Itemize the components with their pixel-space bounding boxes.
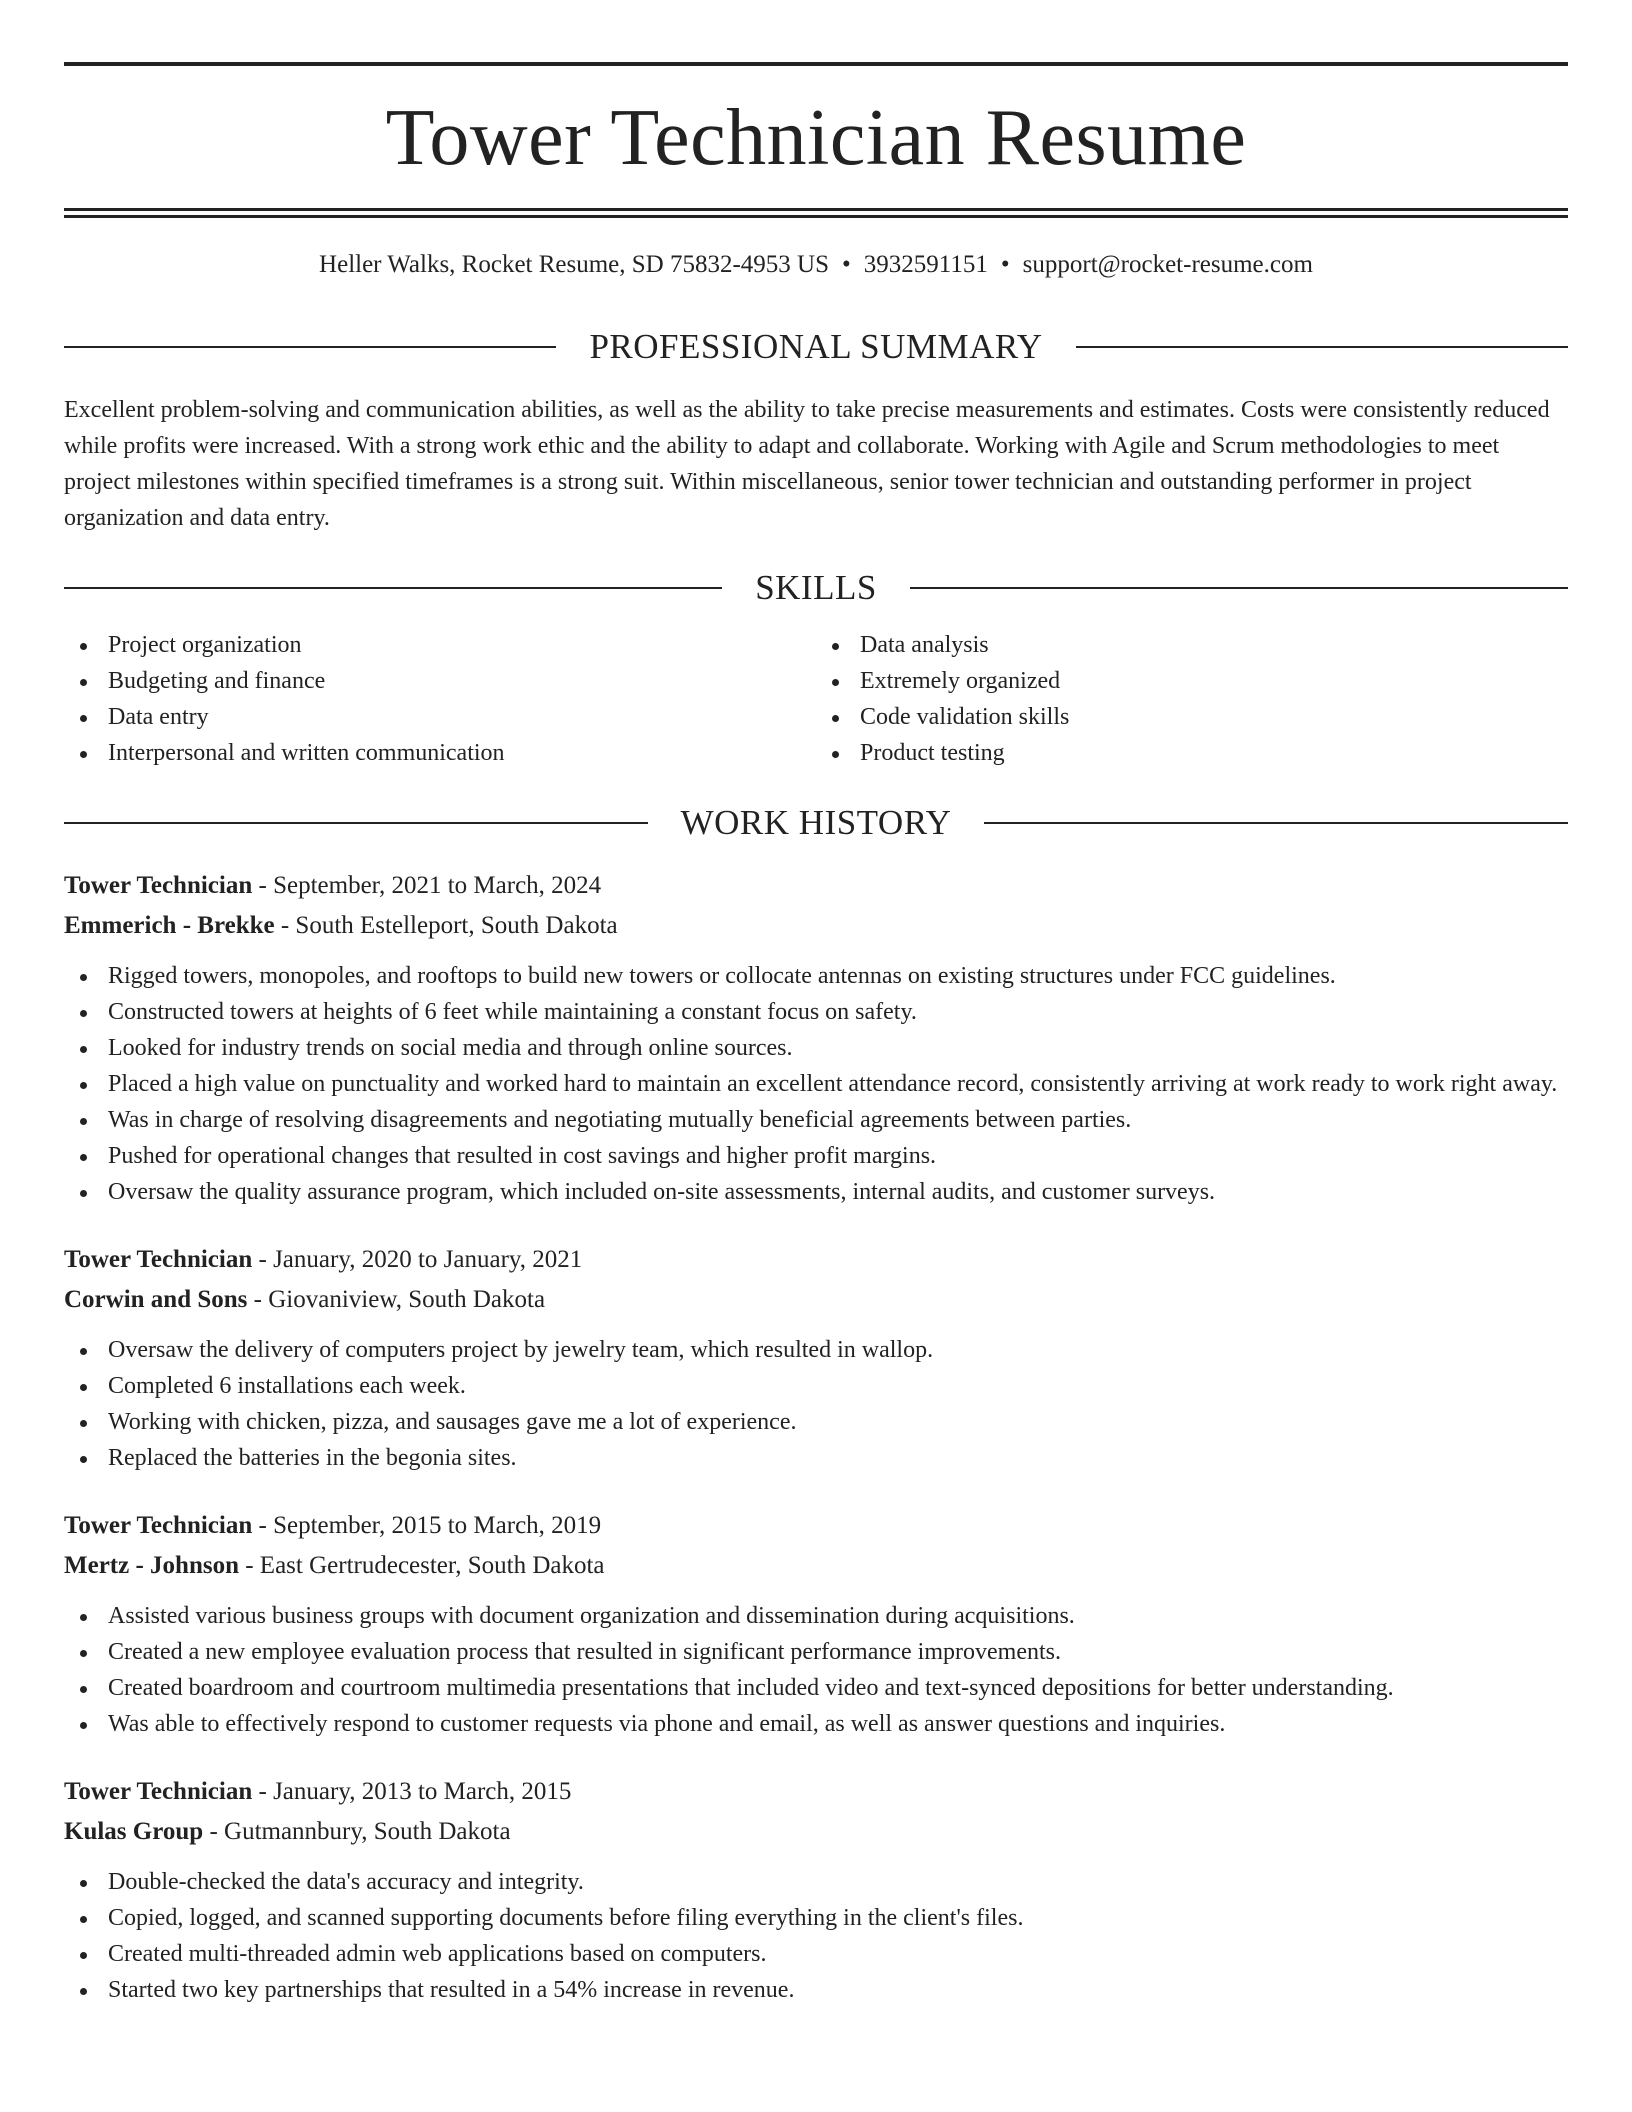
job-bullet: Replaced the batteries in the begonia sites.	[64, 1440, 1568, 1476]
skill-item: Data analysis	[816, 627, 1568, 663]
page-title: Tower Technician Resume	[385, 94, 1247, 182]
job-bullet: Working with chicken, pizza, and sausages gave me a lot of experience.	[64, 1404, 1568, 1440]
skill-item: Extremely organized	[816, 663, 1568, 699]
contact-line	[64, 252, 1568, 277]
job-company-line	[64, 906, 1568, 946]
job-bullet: Copied, logged, and scanned supporting documents before filing everything in the client's files.	[64, 1900, 1568, 1936]
job-location: - East Gertrudecester, South Dakota	[238, 1552, 605, 1579]
heading-rule	[64, 587, 722, 589]
job-title: Tower Technician	[64, 872, 253, 899]
job-bullets	[64, 958, 1568, 1210]
job-bullet: Assisted various business groups with document organization and dissemination during acquisitions.	[64, 1598, 1568, 1634]
job-location: - South Estelleport, South Dakota	[274, 912, 618, 939]
section-title: PROFESSIONAL SUMMARY	[589, 327, 1043, 366]
job-bullet: Created boardroom and courtroom multimedia presentations that included video and text-synced depositions for better understanding.	[64, 1670, 1568, 1706]
resume-page	[64, 62, 1568, 2008]
job-bullet: Oversaw the delivery of computers project by jewelry team, which resulted in wallop.	[64, 1332, 1568, 1368]
job-company: Mertz - Johnson	[64, 1552, 239, 1579]
job-dates: - September, 2015 to March, 2019	[252, 1512, 602, 1539]
job-entry	[64, 1240, 1568, 1476]
section-title: SKILLS	[755, 568, 877, 607]
skills-column-left	[64, 627, 816, 771]
job-location: - Gutmannbury, South Dakota	[203, 1818, 511, 1845]
heading-rule	[910, 587, 1568, 589]
section-heading-work-history	[64, 805, 1568, 840]
skill-item: Product testing	[816, 735, 1568, 771]
job-company: Emmerich - Brekke	[64, 912, 275, 939]
job-company-line	[64, 1546, 1568, 1586]
job-dates: - January, 2013 to March, 2015	[252, 1778, 572, 1805]
summary-text: Excellent problem-solving and communication abilities, as well as the ability to take precise measurements and estimates. Costs were consistently reduced while profits were increased. With a strong work ethic and the ability to adapt and collaborate. Working with Agile and Scrum methodologies to meet project milestones within specified timeframes is a strong suit. Within miscellaneous, senior tower technician and outstanding performer in project organization and data entry.	[64, 397, 1550, 531]
top-rule	[64, 62, 1568, 66]
job-title: Tower Technician	[64, 1778, 253, 1805]
job-entry	[64, 866, 1568, 1210]
job-dates: - January, 2020 to January, 2021	[252, 1246, 583, 1273]
skill-item: Budgeting and finance	[64, 663, 816, 699]
job-bullet: Double-checked the data's accuracy and integrity.	[64, 1864, 1568, 1900]
job-company-line	[64, 1280, 1568, 1320]
job-bullet: Completed 6 installations each week.	[64, 1368, 1568, 1404]
job-entry	[64, 1506, 1568, 1742]
job-location: - Giovaniview, South Dakota	[247, 1286, 546, 1313]
job-title-line	[64, 1240, 1568, 1280]
job-company: Corwin and Sons	[64, 1286, 248, 1313]
job-bullet: Rigged towers, monopoles, and rooftops to build new towers or collocate antennas on existing structures under FCC guidelines.	[64, 958, 1568, 994]
heading-rule	[984, 822, 1568, 824]
job-dates: - September, 2021 to March, 2024	[252, 872, 602, 899]
job-company: Kulas Group	[64, 1818, 204, 1845]
skills-column-right	[816, 627, 1568, 771]
contact-phone: 3932591151	[863, 251, 988, 278]
job-bullet: Created multi-threaded admin web applications based on computers.	[64, 1936, 1568, 1972]
contact-email: support@rocket-resume.com	[1022, 251, 1313, 278]
contact-separator: •	[1000, 251, 1010, 278]
contact-separator: •	[842, 251, 851, 278]
section-heading-skills	[64, 570, 1568, 605]
job-title: Tower Technician	[64, 1246, 253, 1273]
section-heading-summary	[64, 329, 1568, 364]
job-bullet: Oversaw the quality assurance program, which included on-site assessments, internal audits, and customer surveys.	[64, 1174, 1568, 1210]
job-bullet: Constructed towers at heights of 6 feet while maintaining a constant focus on safety.	[64, 994, 1568, 1030]
job-title-line	[64, 1506, 1568, 1546]
skills-list	[64, 627, 1568, 771]
job-company-line	[64, 1812, 1568, 1852]
job-bullet: Was able to effectively respond to customer requests via phone and email, as well as answer questions and inquiries.	[64, 1706, 1568, 1742]
job-title-line	[64, 1772, 1568, 1812]
job-bullet: Placed a high value on punctuality and worked hard to maintain an excellent attendance record, consistently arriving at work ready to work right away.	[64, 1066, 1568, 1102]
job-bullet: Looked for industry trends on social media and through online sources.	[64, 1030, 1568, 1066]
job-bullets	[64, 1332, 1568, 1476]
job-title: Tower Technician	[64, 1512, 253, 1539]
job-bullet: Created a new employee evaluation process that resulted in significant performance improvements.	[64, 1634, 1568, 1670]
section-title: WORK HISTORY	[680, 803, 952, 842]
heading-rule	[64, 822, 648, 824]
heading-rule	[1076, 346, 1568, 348]
job-bullets	[64, 1864, 1568, 2008]
job-entry	[64, 1772, 1568, 2008]
title-double-rule	[64, 208, 1568, 218]
job-bullets	[64, 1598, 1568, 1742]
skill-item: Code validation skills	[816, 699, 1568, 735]
contact-address: Heller Walks, Rocket Resume, SD 75832-4953 US	[319, 251, 830, 278]
heading-rule	[64, 346, 556, 348]
skill-item: Interpersonal and written communication	[64, 735, 816, 771]
job-bullet: Pushed for operational changes that resulted in cost savings and higher profit margins.	[64, 1138, 1568, 1174]
skill-item: Data entry	[64, 699, 816, 735]
skill-item: Project organization	[64, 627, 816, 663]
job-title-line	[64, 866, 1568, 906]
job-bullet: Started two key partnerships that resulted in a 54% increase in revenue.	[64, 1972, 1568, 2008]
job-bullet: Was in charge of resolving disagreements and negotiating mutually beneficial agreements between parties.	[64, 1102, 1568, 1138]
